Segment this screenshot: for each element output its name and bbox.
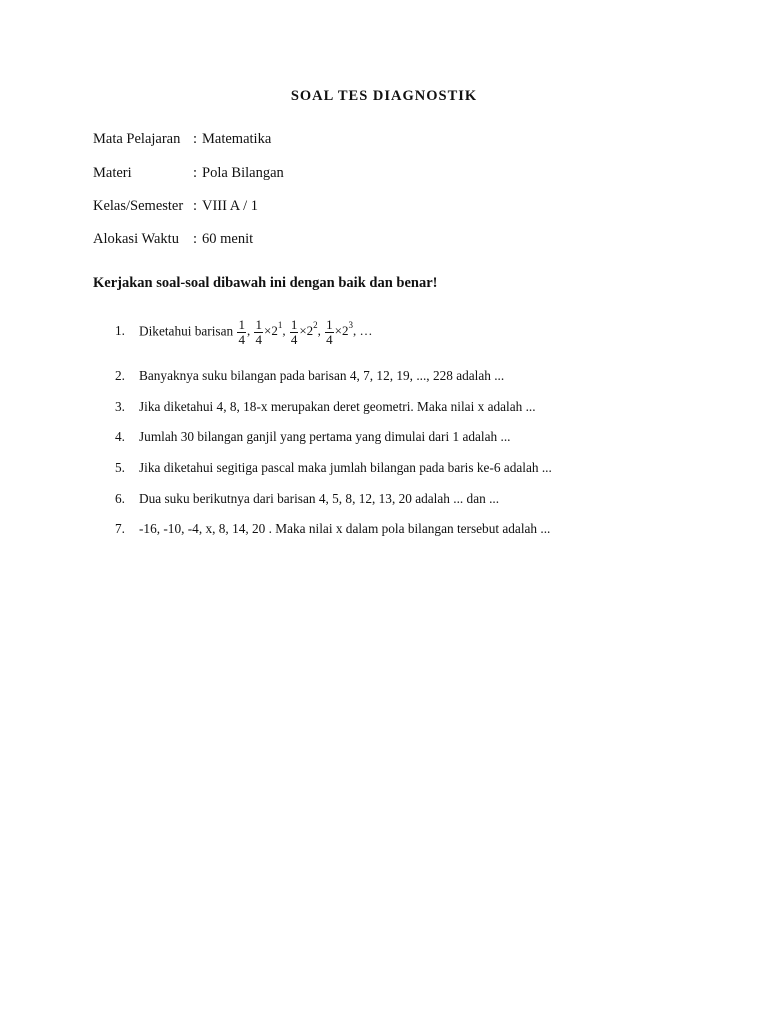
meta-row-subject: [93, 131, 271, 148]
meta-label: Materi: [93, 165, 132, 181]
sequence-formula: [236, 317, 373, 347]
ellipsis: , …: [353, 323, 373, 339]
meta-separator: :: [193, 198, 198, 214]
question-number: 6.: [115, 491, 125, 506]
times-sign: ×: [334, 323, 343, 339]
question-number: 7.: [115, 521, 125, 536]
question-text: Banyaknya suku bilangan pada barisan 4, 7, 12, 19, ..., 228 adalah ...: [139, 368, 505, 383]
meta-value: Matematika: [202, 131, 272, 147]
power-base: 2: [271, 323, 278, 339]
fraction: [290, 318, 299, 347]
question-item: [115, 521, 550, 537]
times-sign: ×: [263, 323, 272, 339]
meta-row-material: [93, 165, 284, 182]
power-exponent: 3: [348, 320, 354, 331]
fraction-denominator: 4: [290, 332, 298, 347]
meta-separator: :: [193, 165, 198, 181]
question-number: 4.: [115, 429, 125, 444]
fraction-numerator: 1: [290, 317, 298, 332]
meta-value: Pola Bilangan: [202, 165, 284, 181]
fraction-denominator: 4: [255, 332, 262, 347]
times-sign: ×: [299, 323, 307, 339]
question-number: 5.: [115, 460, 125, 475]
fraction: [254, 318, 263, 347]
question-number: 1.: [115, 323, 125, 339]
meta-value: 60 menit: [202, 231, 254, 247]
fraction: [237, 318, 246, 347]
fraction: [325, 318, 334, 347]
meta-label: Mata Pelajaran: [93, 131, 181, 147]
question-item: [115, 318, 373, 347]
question-text: Dua suku berikutnya dari barisan 4, 5, 8, 12, 13, 20 adalah ... dan ...: [139, 491, 500, 506]
meta-separator: :: [193, 231, 198, 247]
comma: ,: [317, 323, 321, 339]
question-item: [115, 368, 504, 384]
question-number: 2.: [115, 368, 125, 383]
question-text: Diketahui barisan: [139, 323, 234, 339]
question-text: -16, -10, -4, x, 8, 14, 20 . Maka nilai x dalam pola bilangan tersebut adalah ...: [139, 521, 551, 536]
fraction-numerator: 1: [326, 317, 333, 332]
question-item: [115, 399, 536, 415]
power-base: 2: [342, 323, 349, 339]
meta-separator: :: [193, 131, 198, 147]
meta-label: Alokasi Waktu: [93, 231, 179, 247]
page-title: SOAL TES DIAGNOSTIK: [290, 88, 478, 104]
question-item: [115, 491, 499, 507]
fraction-denominator: 4: [326, 332, 333, 347]
question-text: Jika diketahui segitiga pascal maka jumlah bilangan pada baris ke-6 adalah ...: [139, 460, 552, 475]
comma: ,: [282, 323, 286, 339]
question-number: 3.: [115, 399, 125, 414]
meta-label: Kelas/Semester: [93, 198, 184, 214]
question-text: Jumlah 30 bilangan ganjil yang pertama yang dimulai dari 1 adalah ...: [139, 429, 511, 444]
power-exponent: 2: [313, 320, 318, 331]
meta-value: VIII A / 1: [202, 198, 258, 214]
fraction-numerator: 1: [255, 317, 262, 332]
meta-row-class: [93, 198, 258, 215]
question-item: [115, 460, 552, 476]
instruction-text: Kerjakan soal-soal dibawah ini dengan baik dan benar!: [93, 275, 438, 291]
fraction-numerator: 1: [238, 317, 245, 332]
question-item: [115, 429, 510, 445]
power-base: 2: [306, 323, 314, 339]
meta-row-time: [93, 231, 253, 248]
fraction-denominator: 4: [238, 332, 245, 347]
power-exponent: 1: [277, 320, 283, 331]
comma: ,: [246, 323, 251, 339]
question-text: Jika diketahui 4, 8, 18-x merupakan deret geometri. Maka nilai x adalah ...: [139, 399, 536, 414]
